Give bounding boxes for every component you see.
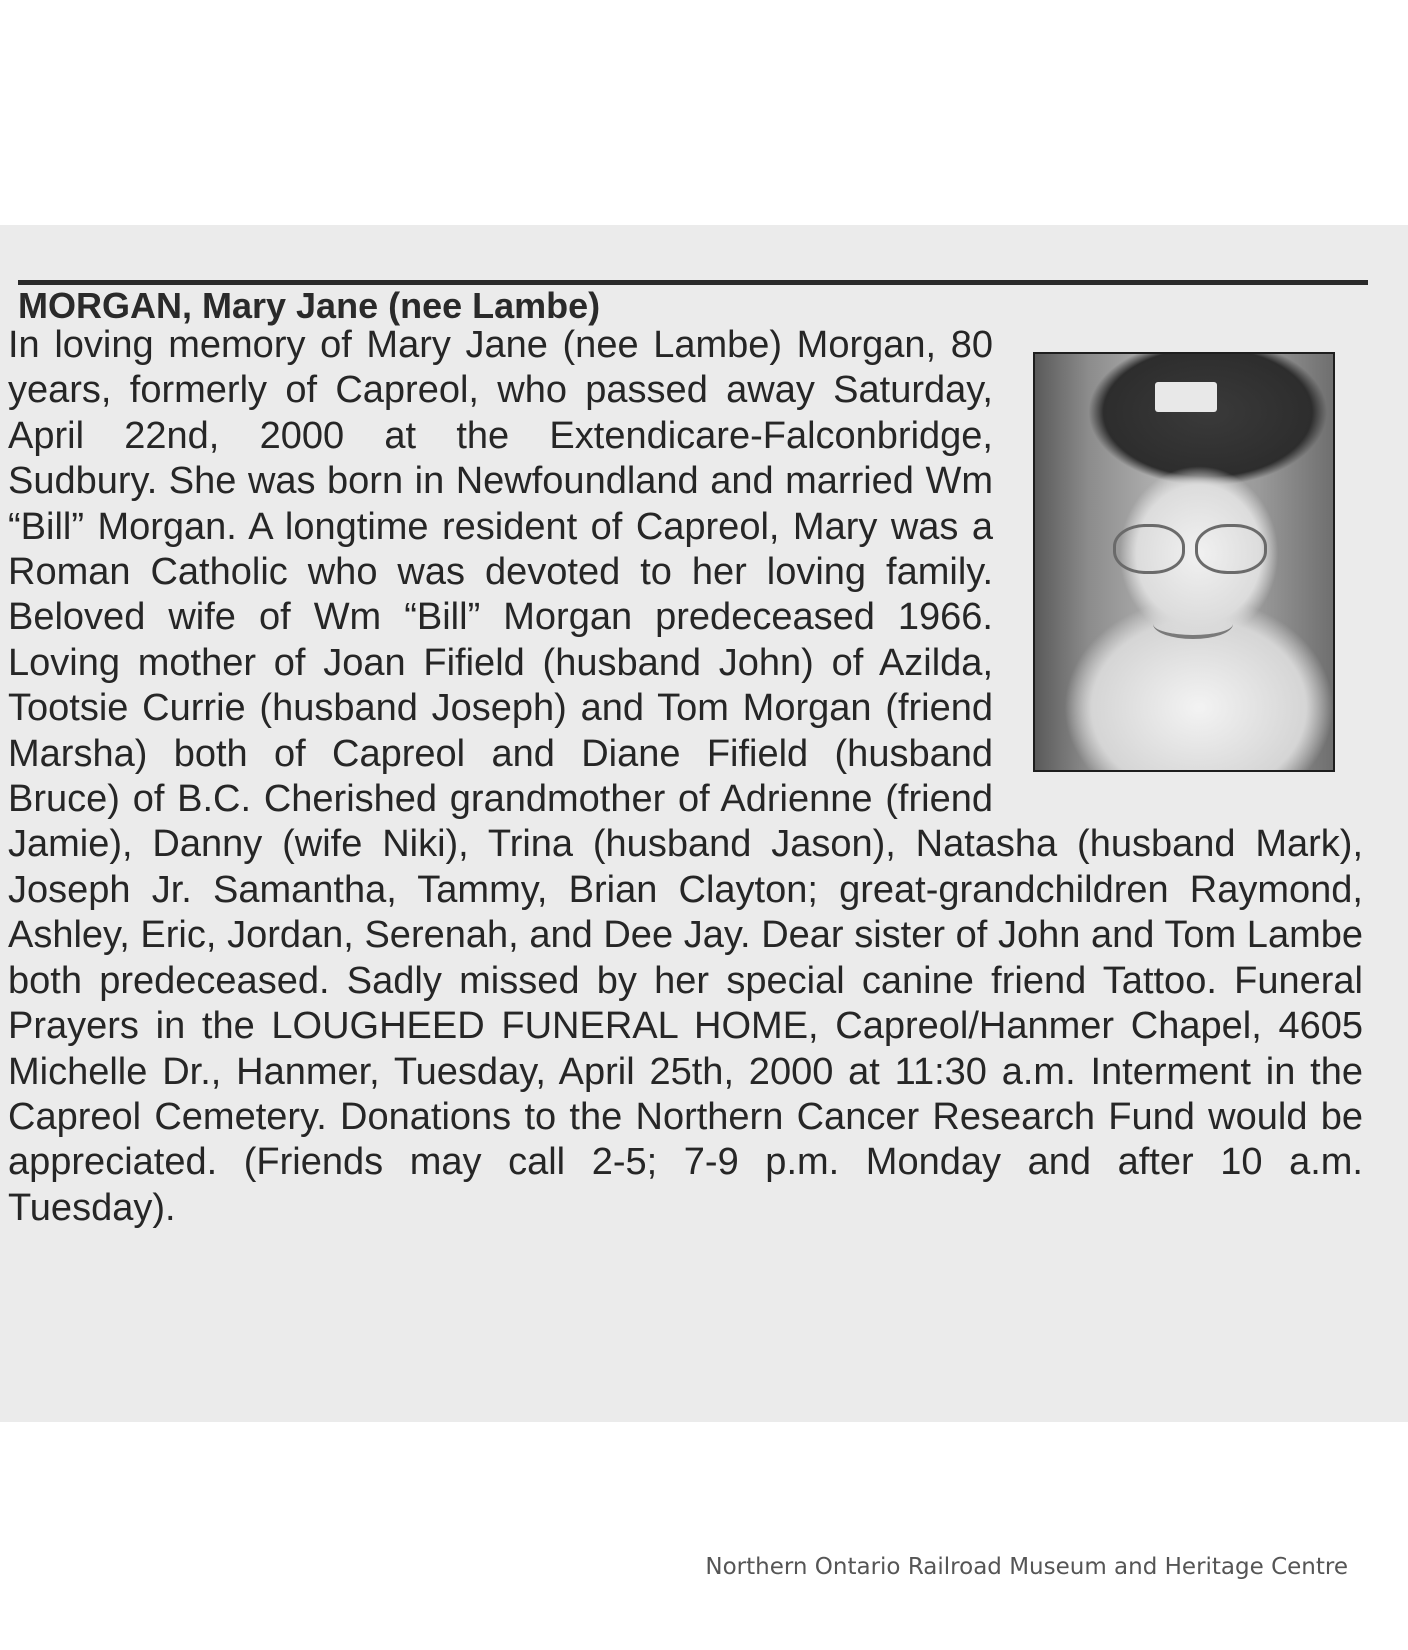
obituary-body [8,323,1363,1231]
museum-credit: Northern Ontario Railroad Museum and Heritage Centre [705,1554,1348,1580]
newspaper-clipping [0,225,1408,1422]
obituary-text: In loving memory of Mary Jane (nee Lambe) Morgan, 80 years, formerly of Capreol, who passed away Saturday, April 22nd, 2000 at the Extendicare-Falconbridge, Sudbury. She was born in Newfoundland and married Wm “Bill” Morgan. A longtime resident of Capreol, Mary was a Roman Catholic who was devoted to her loving family. Beloved wife of Wm “Bill” Morgan predeceased 1966. Loving mother of Joan Fifield (husband John) of Azilda, Tootsie Currie (husband Joseph) and Tom Morgan (friend Marsha) both of Capreol and Diane Fifield (husband Bruce) of B.C. Cherished grandmother of Adrienne (friend Jamie), Danny (wife Niki), Trina (husband Jason), Natasha (husband Mark), Joseph Jr. Samantha, Tammy, Brian Clayton; great-grandchildren Raymond, Ashley, Eric, Jordan, Serenah, and Dee Jay. Dear sister of John and Tom Lambe both predeceased. Sadly missed by her special canine friend Tattoo. Funeral Prayers in the LOUGHEED FUNERAL HOME, Capreol/Hanmer Chapel, 4605 Michelle Dr., Hanmer, Tuesday, April 25th, 2000 at 11:30 a.m. Interment in the Capreol Cemetery. Donations to the Northern Cancer Research Fund would be appreciated. (Friends may call 2-5; 7-9 p.m. Monday and after 10 a.m. Tuesday). [8,324,1363,1229]
photo-wrap-spacer [993,323,1363,778]
obituary-headline: MORGAN, Mary Jane (nee Lambe) [18,285,601,326]
